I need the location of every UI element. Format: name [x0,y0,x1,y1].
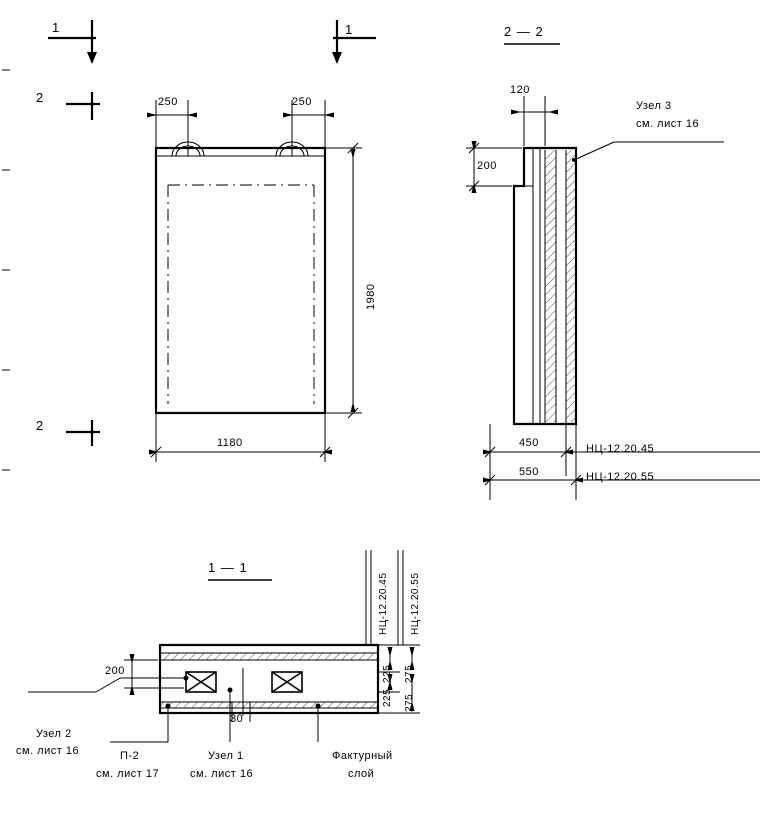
dim-200-left: 200 [477,160,497,172]
callout-p2-title: П-2 [120,750,140,762]
dim-200-sec11: 200 [105,665,125,677]
section-mark-1-top-left: 1 [52,20,60,35]
code-nc-12-20-45: НЦ-12.20.45 [586,443,655,455]
callout-uzel-1-title: Узел 1 [208,750,244,762]
dim-top-right-250: 250 [292,96,312,108]
dim-height-1980: 1980 [365,283,377,310]
section-mark-2-upper: 2 [36,90,44,105]
dim-550: 550 [519,466,539,478]
vert-dim-225-a: 225 [382,664,393,683]
section-mark-2-lower: 2 [36,418,44,433]
callout-uzel-2-sub: см. лист 16 [16,745,80,757]
callout-uzel-2-title: Узел 2 [36,728,72,740]
vert-dim-275-b: 275 [404,693,415,712]
vert-code-45: НЦ-12.20.45 [378,572,389,635]
dim-top-left-250: 250 [158,96,178,108]
callout-facing-sub: слой [348,768,375,780]
dim-450: 450 [519,437,539,449]
dim-width-1180: 1180 [217,437,243,449]
vert-dim-275-a: 275 [404,664,415,683]
callout-uzel-3-sub: см. лист 16 [636,118,700,130]
callout-uzel-3-title: Узел 3 [636,100,672,112]
vert-code-55: НЦ-12.20.55 [410,572,421,635]
dim-120: 120 [510,84,530,96]
view-title-1-1: 1 — 1 [208,560,248,575]
callout-uzel-1-sub: см. лист 16 [190,768,254,780]
vert-dim-225-b: 225 [382,688,393,707]
section-mark-1-top-mid: 1 [345,22,353,37]
code-nc-12-20-55: НЦ-12.20.55 [586,471,655,483]
view-title-2-2: 2 — 2 [504,24,544,39]
callout-facing-title: Фактурный [332,750,393,762]
dim-30: 30 [230,713,244,725]
callout-p2-sub: см. лист 17 [96,768,160,780]
